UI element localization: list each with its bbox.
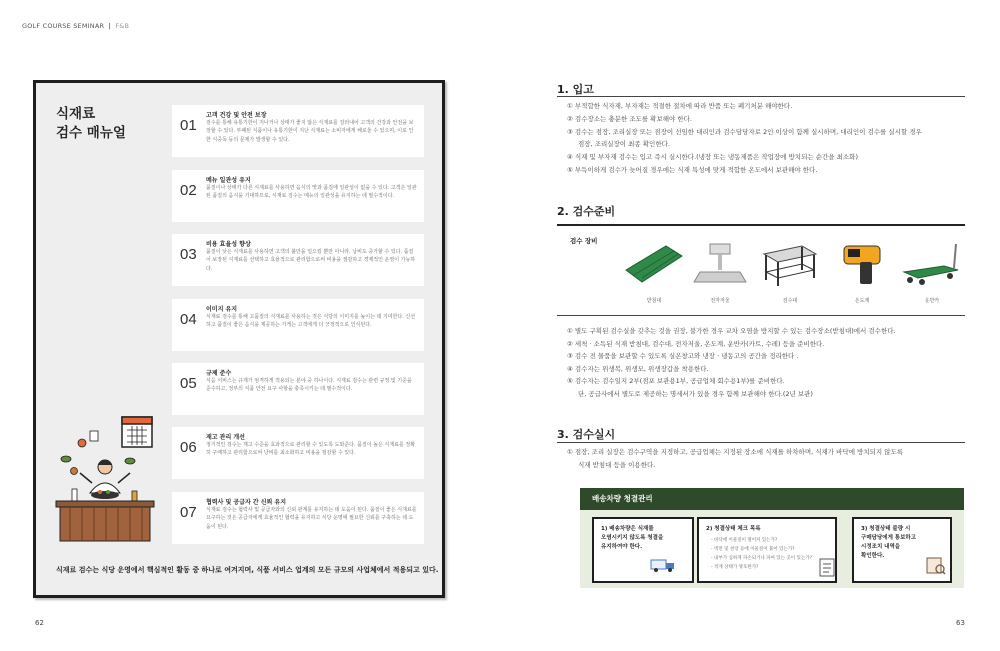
- inspection-table-icon: [758, 240, 822, 288]
- vehicle-hygiene-header: [580, 488, 964, 510]
- header-title: GOLF COURSE SEMINAR: [22, 22, 105, 30]
- step-box-text: [601, 525, 663, 552]
- header-separator: |: [108, 22, 112, 30]
- body-line: ① 점장, 조리 실장은 검수구역을 지정하고, 공급업체는 지정된 장소에 식재를 하차하며, 식재가 바닥에 방치되지 않도록: [567, 448, 904, 456]
- equipment-caption: 운반카: [924, 298, 940, 304]
- milk-carton-icon: [90, 431, 98, 441]
- section-heading-receiving: 1. 입고: [557, 83, 594, 96]
- running-header: [22, 22, 129, 30]
- section-rule: [557, 442, 965, 443]
- scale-icon: [688, 240, 752, 288]
- checklist-title: 2) 청결상태 체크 목록: [706, 526, 761, 532]
- vehicle-hygiene-title: 배송차량 청결관리: [592, 494, 653, 503]
- onion-icon: [71, 468, 78, 475]
- step-box-text: [861, 525, 916, 561]
- card-title: 이미지 유지: [206, 306, 238, 313]
- leaf-icon: [125, 458, 135, 464]
- step-line: 오염시키지 않도록 청결을: [601, 535, 664, 541]
- calendar-icon: [122, 417, 152, 447]
- step-line: 유지하여야 한다.: [601, 544, 643, 550]
- equipment-caption: 온도계: [854, 298, 870, 304]
- clipboard-icon: [819, 557, 835, 577]
- panel-title: [56, 105, 126, 143]
- section-rule: [557, 96, 965, 97]
- panel-title-line2: 검수 매뉴얼: [56, 125, 126, 141]
- card-title: 규제 준수: [206, 370, 232, 377]
- body-line: ② 세척 · 소독된 식재 받침대, 검수대, 전자저울, 온도계, 운반카(카트, 수레) 등을 준비한다.: [567, 340, 825, 348]
- body-line: 점장, 조리실장이 최종 확인한다.: [578, 140, 670, 148]
- section-heading-inspection: 3. 검수실시: [557, 428, 616, 441]
- section-rule: [557, 224, 965, 226]
- card-number: 07: [180, 504, 197, 521]
- step-line: 구매담당에게 통보하고: [861, 535, 917, 541]
- benefit-card: [172, 299, 424, 351]
- page-number-right: 63: [956, 619, 965, 627]
- step-box-3: [852, 517, 952, 583]
- card-number: 01: [180, 117, 197, 134]
- body-line: ④ 검수자는 위생복, 위생모, 위생장갑을 착용한다.: [567, 365, 709, 373]
- header-section: F&B: [115, 22, 130, 30]
- body-line: 식재 받침대 등을 이용한다.: [578, 461, 656, 469]
- bottle-icon: [132, 491, 137, 501]
- body-line: ③ 검수는 점장, 조리실장 또는 점장이 선임한 대리인과 검수담당자로 2인 이상이 함께 실시하며, 대리인이 검수를 실시할 경우: [567, 128, 922, 136]
- card-number: 03: [180, 246, 197, 263]
- panel-caption: 식재료 검수는 식당 운영에서 핵심적인 활동 중 하나로 여겨지며, 식품 서비스 업계의 모든 규모의 사업체에서 적용되고 있다.: [56, 566, 439, 574]
- panel-title-line1: 식재료: [56, 106, 96, 122]
- pallet-icon: [622, 240, 686, 288]
- card-body: 식재료 검수는 협력사 및 공급자와의 신뢰 관계를 유지하는 데 도움이 된다. 품질이 좋은 식재료를 요구하는 것은 공급자에게 효율적인 협력을 유지하고 식당 운영에 필요한 신뢰를 구축하는 데 도움이 된다.: [206, 507, 417, 530]
- card-number: 06: [180, 439, 197, 456]
- card-body: 식음 서비스는 규제가 엄격하게 적용되는 분야 중 하나이다. 식재료 검수는 관련 규정 및 기준을 준수하고, 정부의 식품 안전 요구 사항을 충족시키는 데 필수적이다.: [206, 378, 412, 393]
- chef-illustration: [50, 413, 160, 553]
- equipment-label: 검수 장비: [570, 237, 598, 245]
- page-number-left: 62: [35, 619, 44, 627]
- body-line: ① 부적합한 식자재, 부자재는 적절한 절차에 따라 반품 또는 폐기처분 해야한다.: [567, 102, 793, 110]
- step-box-1: [592, 517, 694, 583]
- equipment-caption: 받침대: [646, 298, 662, 304]
- tomato-icon: [78, 439, 86, 447]
- benefit-card: [172, 105, 424, 157]
- step-line: 3) 청결상태 불량 시: [861, 526, 911, 532]
- body-line: ③ 검수 전 물품을 보관할 수 있도록 실온창고와 냉장 · 냉동고의 공간을 정리한다 .: [567, 352, 799, 360]
- card-number: 05: [180, 375, 197, 392]
- bottle-icon: [72, 489, 77, 501]
- step-box-2: [697, 517, 837, 583]
- section-rule: [557, 315, 965, 316]
- truck-icon: [650, 557, 676, 573]
- checklist-item: - 벽면 및 천장 등에 이물질이 붙어 있는가?: [711, 547, 795, 552]
- step-line: 1) 배송차량은 식재를: [601, 526, 654, 532]
- counter: [56, 501, 154, 507]
- body-line: ④ 식재 및 부자재 검수는 입고 즉시 실시한다.(냉장 또는 냉동제품은 작업장에 방치되는 순간을 최소화): [567, 153, 858, 161]
- benefit-card: [172, 492, 424, 544]
- card-body: 식재료 검수를 통해 고품질의 식재료를 사용하는 것은 식당의 이미지를 높이는 데 기여한다. 신선하고 품질이 좋은 음식을 제공하는 가게는 고객에게 더 긍정적으로 인식된다.: [206, 314, 416, 329]
- checklist-item: - 바닥에 이물질이 떨어져 있는가?: [711, 538, 778, 543]
- card-title: 협력사 및 공급자 간 신뢰 유지: [206, 499, 286, 506]
- card-body: 품질이나 상태가 다른 식재료를 사용하면 음식의 맛과 품질에 일관성이 없을 수 있다. 고객은 일관된 품질의 음식을 기대하므로, 식재료 검수는 메뉴의 일관성을 유지하는 데 필수적이다.: [206, 185, 417, 200]
- checklist-item: - 적재 상태가 양호한가?: [711, 565, 759, 570]
- equipment-caption: 검수대: [782, 298, 798, 304]
- card-title: 재고 관리 개선: [206, 434, 245, 441]
- checklist-item: - 내부가 심하게 파손되거나 파여 있는 곳이 있는가?: [711, 556, 812, 561]
- card-number: 04: [180, 311, 197, 328]
- card-body: 품질이 낮은 식재료를 사용하면 고객의 불만을 일으킬 뿐만 아니라, 낭비도 증가할 수 있다. 품질이 보장된 식재료를 선택하고 효율적으로 관리함으로써 비용을 절감하고 경제적인 운영이 가능하다.: [206, 249, 416, 272]
- cart-icon: [900, 240, 964, 288]
- frying-pan-icon: [91, 491, 119, 499]
- benefit-card: [172, 363, 424, 415]
- chef-hair: [98, 460, 112, 465]
- thermometer-icon: [830, 240, 894, 288]
- body-line: ① 별도 구획된 검수실을 갖추는 것을 권장, 불가한 경우 교차 오염을 방지할 수 있는 검수장소(받침대)에서 검수한다.: [567, 327, 896, 335]
- step-line: 시정조치 내역을: [861, 544, 901, 550]
- equipment-caption: 전자저울: [710, 298, 730, 304]
- report-icon: [926, 557, 946, 575]
- card-title: 고객 건강 및 안전 보장: [206, 112, 267, 119]
- inspection-manual-panel: [33, 80, 445, 598]
- card-body: 정기적인 검수는 재고 수준을 효과적으로 관리할 수 있도록 도와준다. 품질이 높은 식재료를 정확히 구매하고 관리함으로써 낭비를 최소화하고 비용을 절감할 수 있다.: [206, 442, 416, 457]
- body-line: ⑤ 검수자는 검수일지 2부(점포 보관용1부, 공급업체 회수용1부)를 준비한다.: [567, 377, 785, 385]
- body-line: ⑤ 부득이하게 검수가 늦어질 경우에는 식재 특성에 맞게 적합한 온도에서 보관해야 한다.: [567, 166, 818, 174]
- card-title: 메뉴 일관성 유지: [206, 177, 251, 184]
- body-line: ② 검수장소는 충분한 조도를 확보해야 한다.: [567, 115, 692, 123]
- section-heading-preparation: 2. 검수준비: [557, 205, 616, 218]
- benefit-card: [172, 234, 424, 286]
- card-title: 비용 효율성 향상: [206, 241, 251, 248]
- card-number: 02: [180, 182, 197, 199]
- pepper-icon: [61, 456, 71, 462]
- step-line: 확인한다.: [861, 553, 885, 559]
- card-body: 검수를 통해 유통기한이 지나거나 상태가 좋지 않은 식재료를 걸러내어 고객의 건강과 안전을 보장할 수 있다. 부패된 식품이나 유통기한이 지난 식재료는 소비자에게 해로울 수 있으며, 이로 인한 식중독 등의 문제가 발생할 수 있다.: [206, 120, 414, 143]
- benefit-card: [172, 427, 424, 479]
- body-line: 단, 공급사에서 별도로 제공하는 명세서가 있을 경우 함께 보관해야 한다.(2년 보관): [578, 390, 813, 398]
- benefit-card: [172, 170, 424, 222]
